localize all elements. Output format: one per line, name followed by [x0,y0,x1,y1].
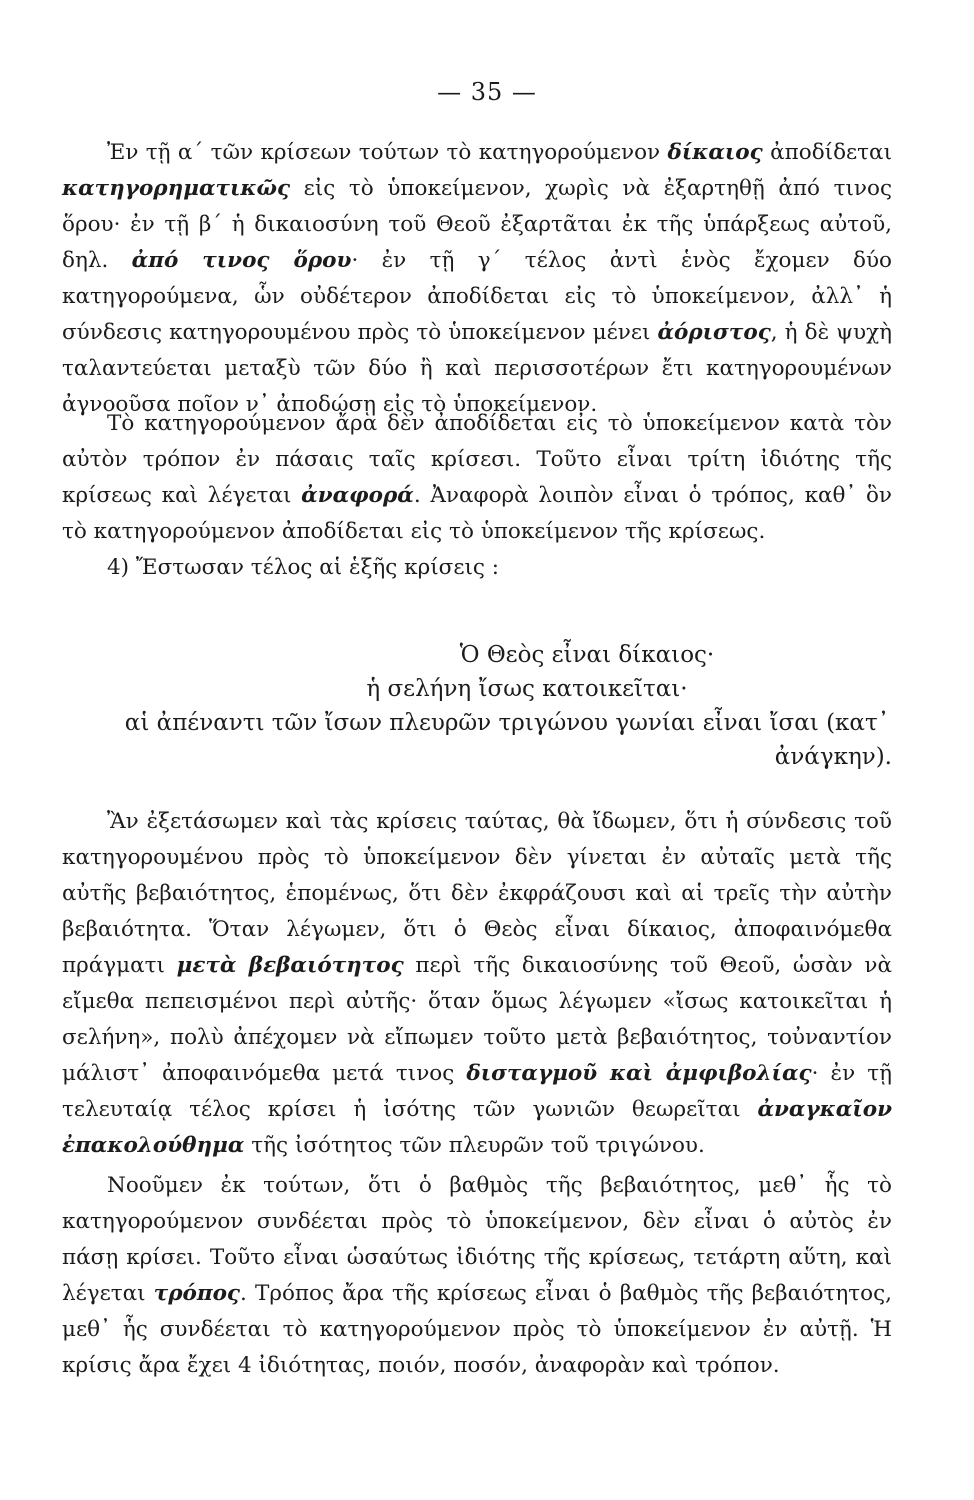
text-run: · ἐν τῇ τελευταίᾳ τέλος κρίσει ἡ ἰσότης τῶν γωνιῶν θεωρεῖται [62,1061,893,1122]
paragraph-3: 4) Ἔστωσαν τέλος αἱ ἑξῆς κρίσεις : [107,555,500,580]
example-line: Ὁ Θεὸς εἶναι δίκαιος· [459,642,715,668]
emphasis: τρόπος [153,1281,241,1306]
emphasis: δίκαιος [667,140,763,165]
emphasis: κατηγορηματικῶς [62,176,291,201]
example-judgments [62,638,892,774]
text-run: ἀποδίδεται [762,140,892,165]
emphasis: ἀόριστος [657,320,771,345]
text-run: . Ἀναφορὰ λοιπὸν εἶναι ὁ τρόπος, καθ᾽ ὃν τὸ κατηγορούμενον ἀποδίδεται εἰς τὸ ὑποκείμενον τῆς κρίσεως. [62,483,892,544]
emphasis: ἀπό τινος ὅρου [131,248,352,273]
emphasis: δισταγμοῦ καὶ ἀμφιβολίας [466,1061,812,1086]
example-line: ἀνάγκην). [774,744,892,770]
text-run: Ἂν ἐξετάσωμεν καὶ τὰς κρίσεις ταύτας, θὰ ἴδωμεν, ὅτι ἡ σύνδεσις τοῦ κατηγορουμένου πρὸς τὸ ὑποκείμενον δὲν γίνεται ἐν αὐταῖς μετὰ τῆς αὐτῆς βεβαιότητος, ἑπομένως, ὅτι δὲν ἐκφράζουσι καὶ αἱ τρεῖς τὴν αὐτὴν βεβαιότητα. Ὅταν λέγωμεν, ὅτι ὁ Θεὸς εἶναι δίκαιος, ἀποφαινόμεθα πράγματι [62,809,892,978]
text-run: περὶ τῆς δικαιοσύνης τοῦ Θεοῦ, ὡσὰν νὰ εἴμεθα πεπεισμένοι περὶ αὐτῆς· ὅταν ὅμως λέγωμεν «ἴσως κατοικεῖται ἡ σελήνη», πολὺ ἀπέχομεν νὰ εἴπωμεν τοῦτο μετὰ βεβαιότητος, τοὐναντίον μάλιστ᾽ ἀποφαινόμεθα μετά τινος [62,953,892,1086]
paragraph-4 [62,804,892,1164]
page-number: — 35 — [437,78,537,106]
paragraph-2 [62,406,892,550]
emphasis: μετὰ βεβαιότητος [176,953,404,978]
text-run: · ἐν τῇ γ΄ τέλος ἀντὶ ἑνὸς ἔχομεν δύο κατηγορούμενα, ὧν οὐδέτερον ἀποδίδεται εἰς τὸ ὑποκείμενον, ἀλλ᾽ ἡ σύνδεσις κατηγορουμένου πρὸς τὸ ὑποκείμενον μένει [62,248,892,345]
paragraph-1 [62,135,892,423]
text-run: τῆς ἰσότητος τῶν πλευρῶν τοῦ τριγώνου. [244,1133,705,1158]
paragraph-5 [62,1168,892,1384]
text-run: Ἐν τῇ α΄ τῶν κρίσεων τούτων τὸ κατηγορούμενον [107,140,668,165]
emphasis: ἀναφορά [301,483,414,508]
example-line: αἱ ἀπέναντι τῶν ἴσων πλευρῶν τριγώνου γωνίαι εἶναι ἴσαι (κατ᾽ [124,710,890,736]
example-line: ἡ σελήνη ἴσως κατοικεῖται· [366,676,688,702]
text-run: Τὸ κατηγορούμενον ἄρα δὲν ἀποδίδεται εἰς τὸ ὑποκείμενον κατὰ τὸν αὐτὸν τρόπον ἐν πάσαις ταῖς κρίσεσι. Τοῦτο εἶναι τρίτη ἰδιότης τῆς κρίσεως καὶ λέγεται [62,411,892,508]
text-run: Νοοῦμεν ἐκ τούτων, ὅτι ὁ βαθμὸς τῆς βεβαιότητος, μεθ᾽ ἧς τὸ κατηγορούμενον συνδέεται πρὸς τὸ ὑποκείμενον, δὲν εἶναι ὁ αὐτὸς ἐν πάσῃ κρίσει. Τοῦτο εἶναι ὡσαύτως ἰδιότης τῆς κρίσεως, τετάρτη αὕτη, καὶ λέγεται [62,1173,892,1306]
text-run: . Τρόπος ἄρα τῆς κρίσεως εἶναι ὁ βαθμὸς τῆς βεβαιότητος, μεθ᾽ ἧς συνδέεται τὸ κατηγορούμενον πρὸς τὸ ὑποκείμενον ἐν αὐτῇ. Ἡ κρίσις ἄρα ἔχει 4 ἰδιότητας, ποιόν, ποσόν, ἀναφορὰν καὶ τρόπον. [62,1281,892,1378]
text-run: , ἡ δὲ ψυχὴ ταλαντεύεται μεταξὺ τῶν δύο ἢ καὶ περισσοτέρων ἔτι κατηγορουμένων ἀγνοοῦσα ποῖον ν᾽ ἀποδώσῃ εἰς τὸ ὑποκείμενον. [62,320,892,417]
text-run: εἰς τὸ ὑποκείμενον, χωρὶς νὰ ἐξαρτηθῇ ἀπό τινος ὅρου· ἐν τῇ β΄ ἡ δικαιοσύνη τοῦ Θεοῦ ἐξαρτᾶται ἐκ τῆς ὑπάρξεως αὐτοῦ, δηλ. [62,176,892,273]
emphasis: ἀναγκαῖον ἐπακολούθημα [62,1097,892,1158]
